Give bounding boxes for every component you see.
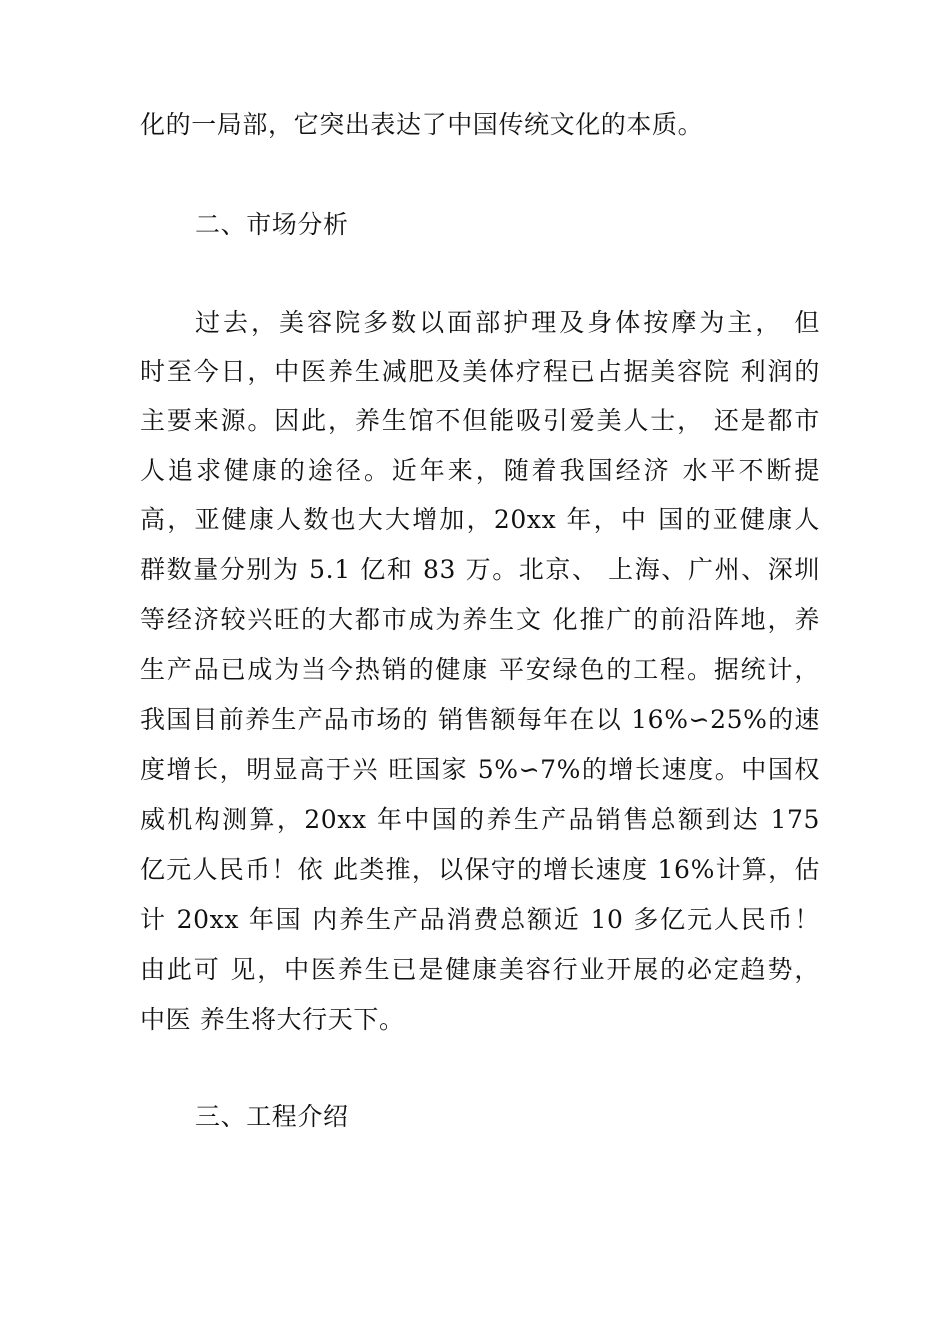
section-heading-market-analysis: 二、市场分析 (195, 210, 349, 239)
paragraph-line: 过去，美容院多数以面部护理及身体按摩为主， 但 (195, 308, 820, 337)
paragraph-line: 群数量分别为 5.1 亿和 83 万。北京、 上海、广州、深圳 (140, 555, 820, 584)
paragraph-line: 由此可 见，中医养生已是健康美容行业开展的必定趋势， (140, 955, 820, 984)
paragraph-line: 度增长，明显高于兴 旺国家 5%∽7%的增长速度。中国权 (140, 755, 820, 784)
paragraph-line: 中医 养生将大行天下。 (140, 1005, 405, 1034)
paragraph-line: 威机构测算，20xx 年中国的养生产品销售总额到达 175 (140, 805, 820, 834)
paragraph-line: 时至今日，中医养生减肥及美体疗程已占据美容院 利润的 (140, 357, 820, 386)
paragraph-line: 等经济较兴旺的大都市成为养生文 化推广的前沿阵地，养 (140, 605, 820, 634)
paragraph-line: 主要来源。因此，养生馆不但能吸引爱美人士， 还是都市 (140, 406, 820, 435)
paragraph-line: 计 20xx 年国 内养生产品消费总额近 10 多亿元人民币！ (140, 905, 820, 934)
section-heading-project-intro: 三、工程介绍 (195, 1102, 349, 1131)
paragraph-line: 我国目前养生产品市场的 销售额每年在以 16%∽25%的速 (140, 705, 820, 734)
paragraph-line: 人追求健康的途径。近年来，随着我国经济 水平不断提 (140, 456, 820, 485)
paragraph-continuation: 化的一局部，它突出表达了中国传统文化的本质。 (140, 110, 704, 139)
paragraph-line: 高，亚健康人数也大大增加，20xx 年，中 国的亚健康人 (140, 505, 820, 534)
paragraph-line: 亿元人民币！依 此类推，以保守的增长速度 16%计算，估 (140, 855, 820, 884)
paragraph-line: 生产品已成为当今热销的健康 平安绿色的工程。据统计， (140, 655, 820, 684)
